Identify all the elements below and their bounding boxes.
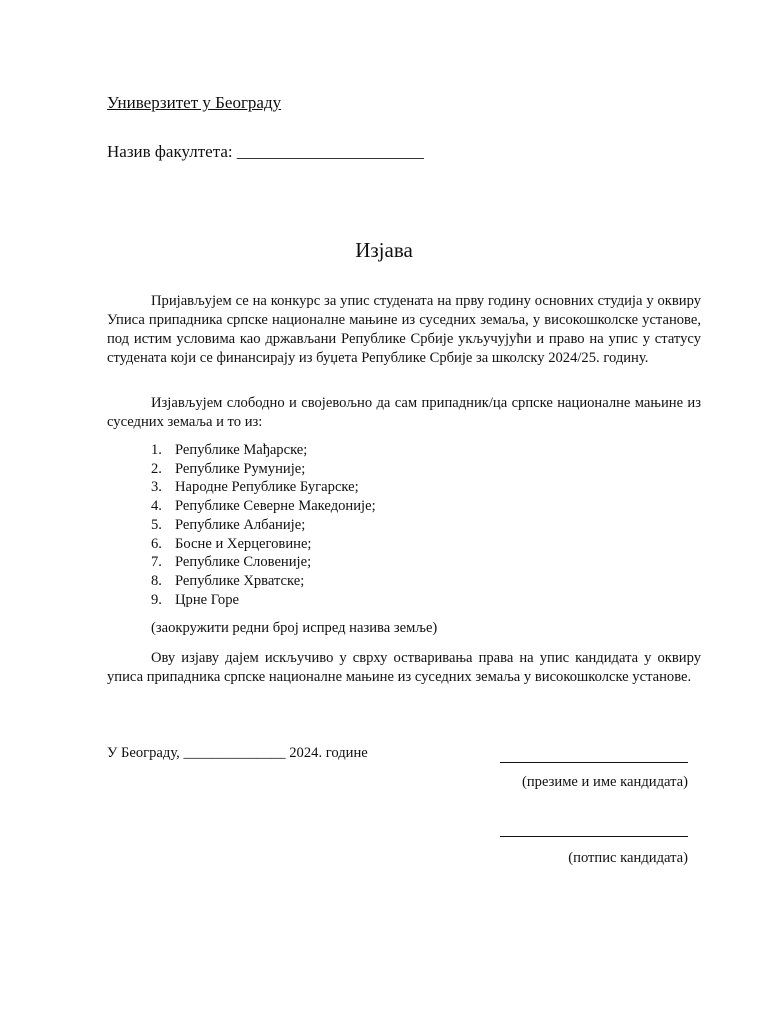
country-list <box>151 441 376 609</box>
list-item-number: 1. <box>151 442 162 458</box>
list-item-number: 4. <box>151 498 162 515</box>
list-item-number: 5. <box>151 516 162 533</box>
application-paragraph: Пријављујем се на конкурс за упис студената на прву годину основних студија у оквиру Уписа припадника српске националне мањине из суседних земаља, у високошколске установе, под истим условима као држављани Републике Србије укључујући и право на упис у статусу студената који се финансирају из буџета Републике Србије за школску 2024/25. годину. <box>107 293 701 366</box>
list-item <box>151 535 376 554</box>
list-item-label: Републике Албаније; <box>175 516 306 533</box>
list-item <box>151 441 376 460</box>
circle-instruction-note: (заокружити редни број испред назива земље) <box>151 620 438 636</box>
list-item-label: Републике Северне Македоније; <box>175 498 376 515</box>
list-item-number: 9. <box>151 591 162 608</box>
list-item-label: Босне и Херцеговине; <box>175 535 312 552</box>
list-item <box>151 478 376 497</box>
list-item-label: Републике Мађарске; <box>175 442 308 458</box>
list-item-label: Републике Словеније; <box>175 554 312 571</box>
list-item-label: Народне Републике Бугарске; <box>175 479 359 496</box>
list-item-label: Републике Хрватске; <box>175 572 305 589</box>
university-name: Универзитет у Београду <box>107 93 282 112</box>
list-item <box>151 553 376 572</box>
declaration-paragraph: Изјављујем слободно и својевољно да сам припадник/ца српске националне мањине из суседних земаља и то из: <box>107 395 701 430</box>
signature-line <box>500 836 688 837</box>
list-item-number: 6. <box>151 535 162 552</box>
name-caption: (презиме и име кандидата) <box>522 774 688 790</box>
list-item-label: Црне Горе <box>175 591 239 608</box>
faculty-name-line: Назив факултета: ______________________ <box>107 142 424 161</box>
list-item <box>151 460 376 479</box>
list-item-number: 8. <box>151 572 162 589</box>
list-item-number: 2. <box>151 460 162 477</box>
list-item <box>151 591 376 610</box>
list-item-number: 3. <box>151 479 162 496</box>
document-title: Изјава <box>355 238 413 262</box>
purpose-paragraph: Ову изјаву дајем искључиво у сврху остваривања права на упис кандидата у оквиру уписа припадника српске националне мањине из суседних земаља у високошколске установе. <box>107 650 701 685</box>
list-item <box>151 572 376 591</box>
signature-caption: (потпис кандидата) <box>568 850 688 866</box>
place-date-line: У Београду, ______________ 2024. године <box>107 745 368 761</box>
name-signature-line <box>500 762 688 763</box>
list-item-label: Републике Румуније; <box>175 460 306 477</box>
list-item <box>151 497 376 516</box>
list-item <box>151 516 376 535</box>
list-item-number: 7. <box>151 554 162 571</box>
